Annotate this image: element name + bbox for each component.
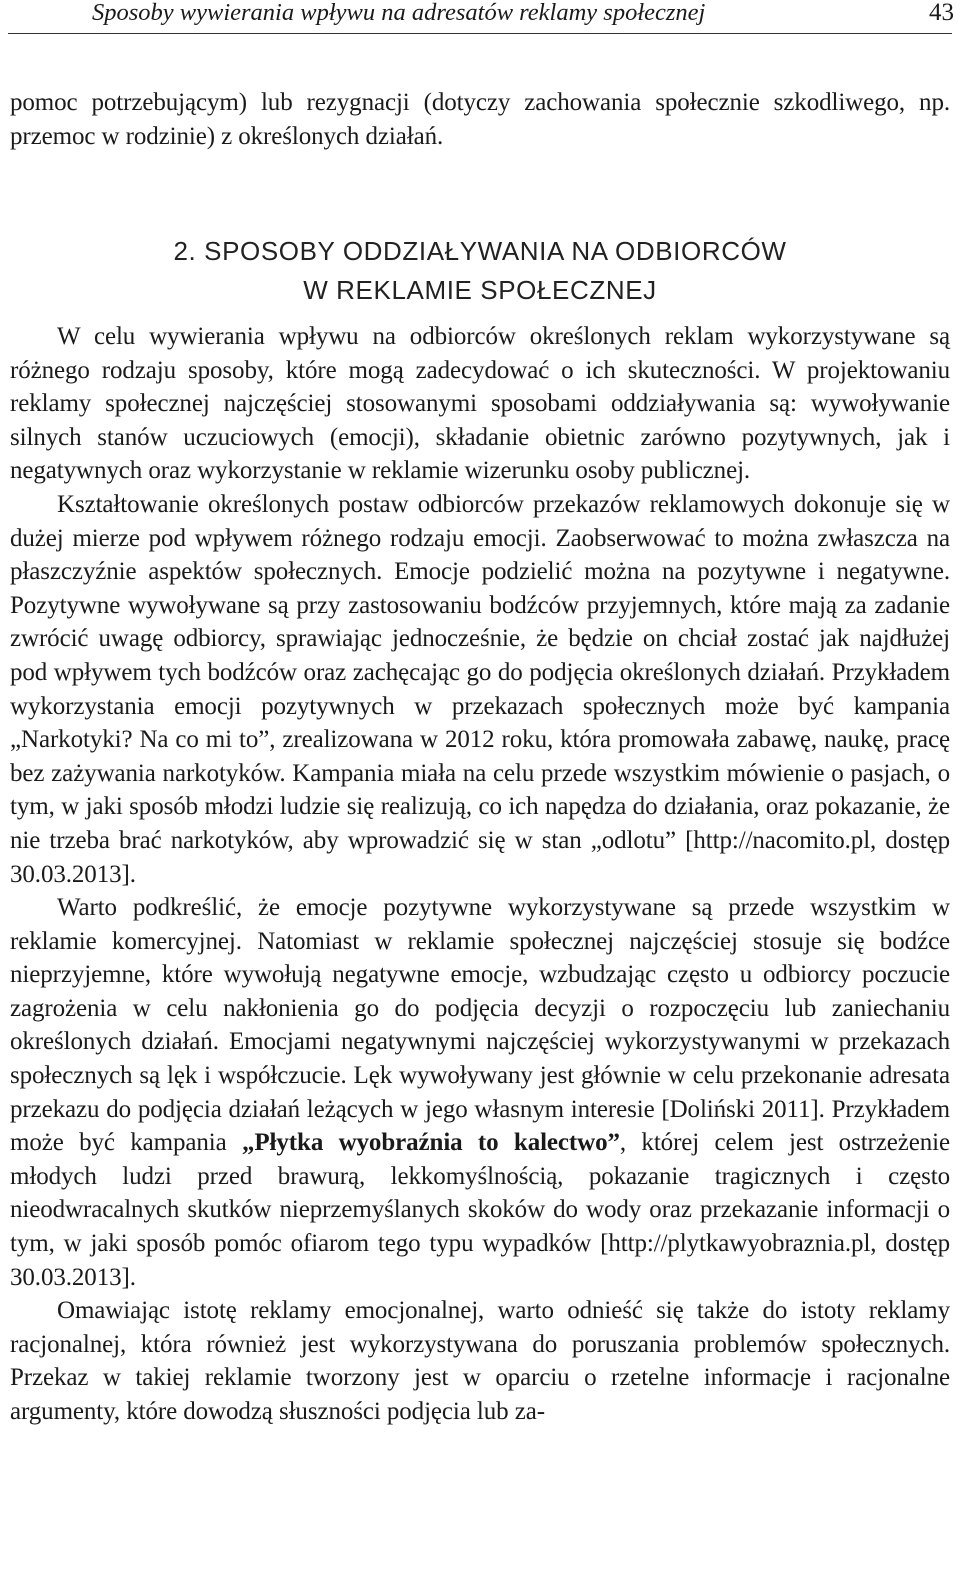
- paragraph-4: Omawiając istotę reklamy emocjonalnej, warto odnieść się także do istoty reklamy racjonalnej, która również jest wykorzystywana do poruszania problemów społecznych. Przekaz w takiej reklamie tworzony jest w oparciu o rzetelne informacje i racjonalne argumenty, które dowodzą słuszności podjęcia lub za-: [10, 1297, 950, 1425]
- section-heading: [10, 232, 950, 310]
- paragraph-3-text-before: Warto podkreślić, że emocje pozytywne wykorzystywane są przede wszystkim w reklamie komercyjnej. Natomiast w reklamie społecznej najczęściej stosuje się bodźce nieprzyjemne, które wywołują negatywne emocje, wzbudzając często u odbiorcy poczucie zagrożenia w celu nakłonienia go do podjęcia decyzji o rozpoczęciu lub zaniechaniu określonych działań. Emocjami negatywnymi najczęściej wykorzystywanymi w przekazach społecznych są lęk i współczucie. Lęk wywoływany jest głównie w celu przekonanie adresata przekazu do podjęcia działań leżących w jego własnym interesie [Doliński 2011]. Przykładem może być kampania: [10, 894, 950, 1157]
- paragraph-3: [10, 891, 950, 1294]
- intro-paragraph: pomoc potrzebującym) lub rezygnacji (dotyczy zachowania społecznie szkodliwego, np. przemoc w rodzinie) z określonych działań.: [10, 89, 950, 150]
- running-title: Sposoby wywierania wpływu na adresatów reklamy społecznej: [92, 0, 706, 26]
- section-body: [10, 320, 950, 1429]
- section-heading-line-2: W REKLAMIE SPOŁECZNEJ: [303, 275, 657, 305]
- running-header: [8, 0, 952, 34]
- paragraph-2: Kształtowanie określonych postaw odbiorców przekazów reklamowych dokonuje się w dużej mierze pod wpływem różnego rodzaju emocji. Zaobserwować to można zwłaszcza na płaszczyźnie aspektów społecznych. Emocje podzielić można na pozytywne i negatywne. Pozytywne wywoływane są przy zastosowaniu bodźców przyjemnych, które mają za zadanie zwrócić uwagę odbiorcy, sprawiając jednocześnie, że będzie on chciał zostać jak najdłużej pod wpływem tych bodźców oraz zachęcając go do podjęcia określonych działań. Przykładem wykorzystania emocji pozytywnych w przekazach społecznych może być kampania „Narkotyki? Na co mi to”, zrealizowana w 2012 roku, która promowała zabawę, naukę, pracę bez zażywania narkotyków. Kampania miała na celu przede wszystkim mówienie o pasjach, o tym, w jaki sposób młodzi ludzie się realizują, co ich napędza do działania, oraz pokazanie, że nie trzeba brać narkotyków, aby wprowadzić się w stan „odlotu” [http://nacomito.pl, dostęp 30.03.2013].: [10, 490, 950, 888]
- paragraph-1: W celu wywierania wpływu na odbiorców określonych reklam wykorzystywane są różnego rodzaju sposoby, które mogą zadecydować o ich skuteczności. W projektowaniu reklamy społecznej najczęściej stosowanymi sposobami oddziaływania są: wywoływanie silnych stanów uczuciowych (emocji), składanie obietnic zarówno pozytywnych, jak i negatywnych oraz wykorzystanie w reklamie wizerunku osoby publicznej.: [10, 323, 950, 485]
- intro-paragraph-container: [10, 86, 950, 153]
- page-number: 43: [929, 0, 954, 26]
- campaign-title: „Płytka wyobraźnia to kalectwo”: [241, 1129, 620, 1157]
- section-heading-line-1: 2. SPOSOBY ODDZIAŁYWANIA NA ODBIORCÓW: [173, 236, 787, 266]
- paragraph-3-text-after: , której celem jest ostrzeżenie młodych ludzi przed brawurą, lekkomyślnością, pokazanie tragicznych i często nieodwracalnych skutków nieprzemyślanych skoków do wody oraz przekazanie informacji o tym, w jaki sposób pomóc ofiarom tego typu wypadków [http://plytkawyobraznia.pl, dostęp 30.03.2013].: [10, 1129, 951, 1291]
